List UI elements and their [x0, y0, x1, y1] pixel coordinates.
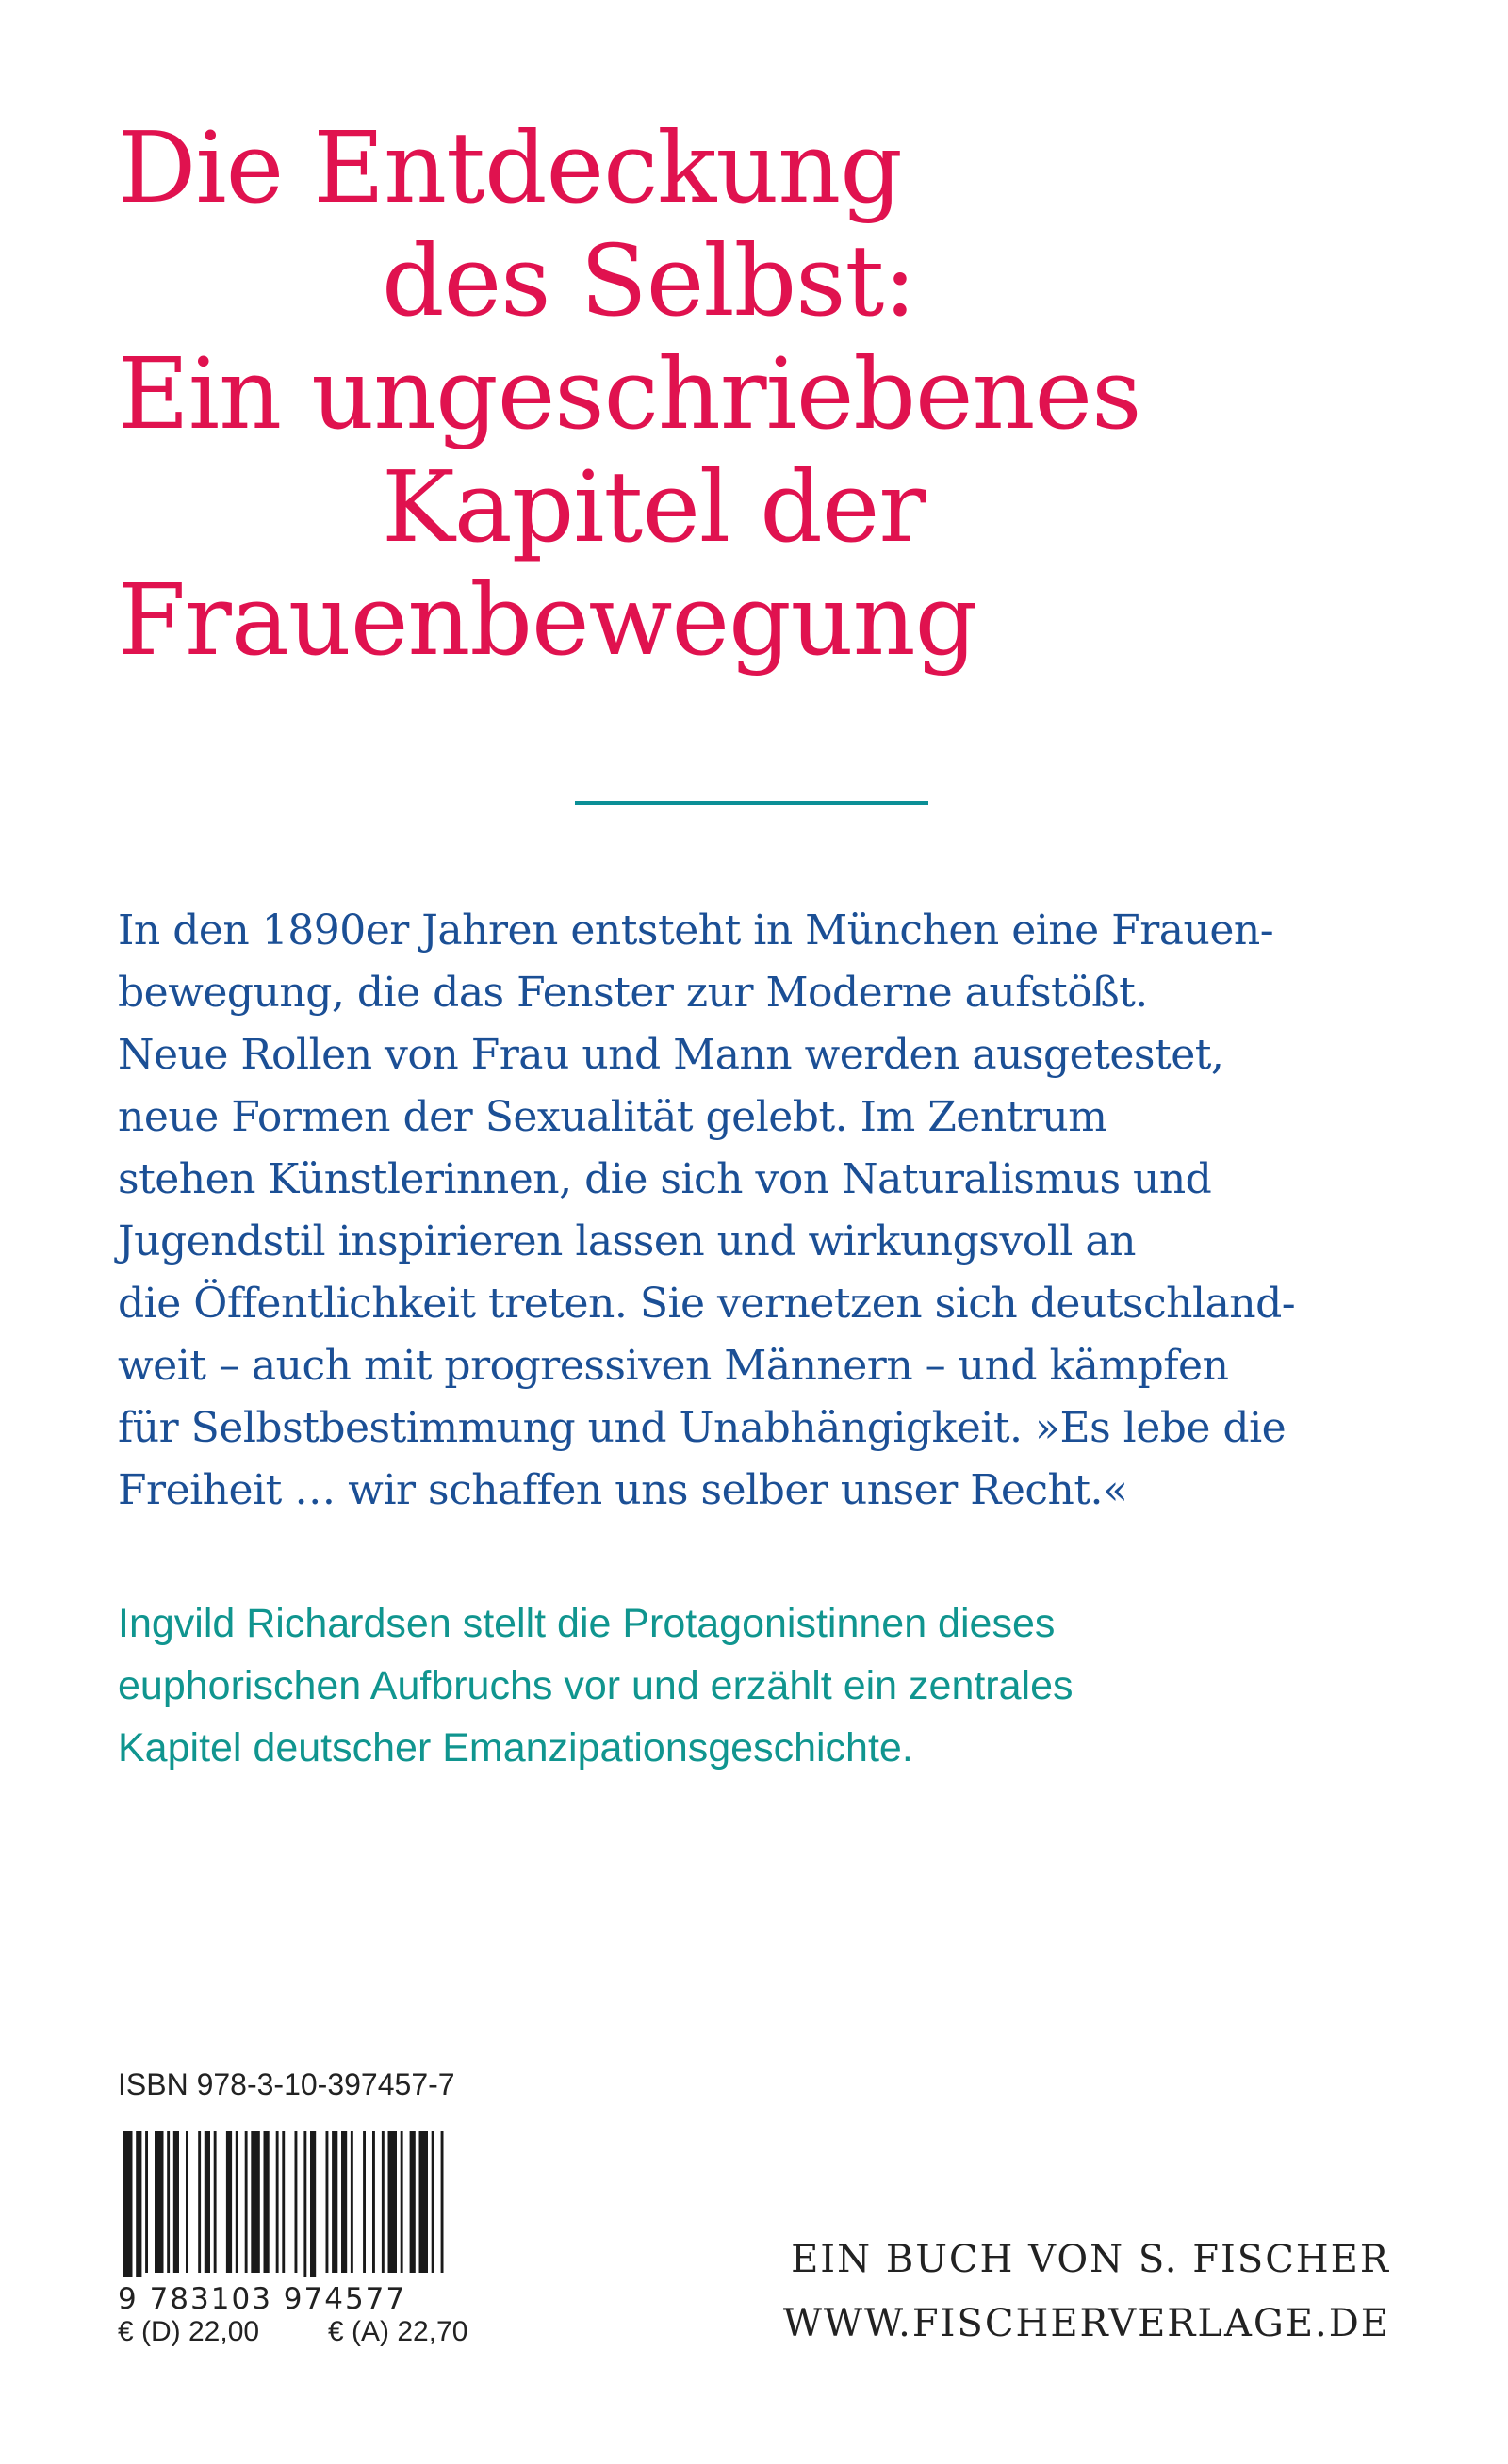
barcode-bar: [145, 2131, 148, 2273]
author-line: euphorischen Aufbruchs vor und erzählt ein zentrales: [118, 1663, 1074, 1708]
barcode-bar: [173, 2131, 179, 2273]
headline-line: Ein ungeschriebenes: [118, 336, 1141, 451]
barcode-bar: [251, 2131, 260, 2273]
barcode-bar: [351, 2131, 353, 2273]
price-germany: € (D) 22,00: [118, 2316, 260, 2347]
isbn-label: ISBN 978-3-10-397457-7: [118, 2067, 455, 2101]
barcode-bar: [205, 2131, 210, 2273]
barcode-bar: [186, 2131, 188, 2273]
blurb-line: die Öffentlichkeit treten. Sie vernetzen sich deutschland-: [118, 1280, 1296, 1328]
publisher-line: EIN BUCH VON S. FISCHER: [791, 2238, 1390, 2281]
barcode-digits: 9 783103 974577: [118, 2282, 407, 2316]
barcode-bar: [441, 2131, 444, 2273]
barcode-bar: [282, 2131, 285, 2273]
price-austria: € (A) 22,70: [328, 2316, 468, 2347]
blurb-line: für Selbstbestimmung und Unabhängigkeit. »Es lebe die: [118, 1404, 1287, 1452]
barcode-bar: [198, 2131, 201, 2273]
barcode-bar: [326, 2131, 329, 2273]
blurb-line: stehen Künstlerinnen, die sich von Naturalismus und: [118, 1155, 1212, 1203]
barcode-bar: [363, 2131, 366, 2273]
author-line: Kapitel deutscher Emanzipationsgeschichte.: [118, 1725, 913, 1770]
barcode-bar: [226, 2131, 232, 2273]
blurb-line: Neue Rollen von Frau und Mann werden ausgetestet,: [118, 1031, 1224, 1079]
barcode-bar: [341, 2131, 347, 2273]
barcode-bar: [310, 2131, 316, 2277]
barcode-bars: [118, 2131, 448, 2277]
barcode-bar: [136, 2131, 141, 2277]
blurb-paragraph: [118, 900, 1418, 1522]
headline-line: Frauenbewegung: [118, 563, 977, 677]
barcode-bar: [264, 2131, 270, 2273]
barcode-bar: [410, 2131, 416, 2273]
barcode-bar: [419, 2131, 429, 2273]
barcode-bar: [155, 2131, 164, 2273]
barcode-bar: [432, 2131, 434, 2273]
blurb-line: bewegung, die das Fenster zur Moderne aufstößt.: [118, 969, 1148, 1017]
barcode: [118, 2131, 448, 2316]
headline-line: des Selbst:: [382, 223, 916, 338]
headline: [118, 111, 1437, 677]
barcode-bar: [401, 2131, 403, 2273]
barcode-bar: [372, 2131, 375, 2273]
blurb-line: Freiheit … wir schaffen uns selber unser Recht.«: [118, 1466, 1128, 1514]
barcode-bar: [245, 2131, 248, 2273]
barcode-bar: [214, 2131, 217, 2273]
author-line: Ingvild Richardsen stellt die Protagonistinnen dieses: [118, 1601, 1056, 1646]
barcode-bar: [382, 2131, 385, 2273]
barcode-bar: [295, 2131, 298, 2273]
blurb-line: neue Formen der Sexualität gelebt. Im Zentrum: [118, 1093, 1107, 1141]
blurb-line: weit – auch mit progressiven Männern – und kämpfen: [118, 1342, 1229, 1390]
barcode-bar: [167, 2131, 170, 2273]
author-paragraph: [118, 1592, 1437, 1779]
barcode-bar: [388, 2131, 398, 2273]
barcode-bar: [332, 2131, 337, 2273]
barcode-bar: [123, 2131, 133, 2277]
publisher-url: WWW.FISCHERVERLAGE.DE: [782, 2302, 1390, 2345]
barcode-bar: [236, 2131, 238, 2273]
barcode-bar: [276, 2131, 279, 2273]
headline-line: Kapitel der: [382, 449, 926, 564]
blurb-line: Jugendstil inspirieren lassen und wirkungsvoll an: [118, 1217, 1136, 1265]
headline-line: Die Entdeckung: [118, 110, 902, 225]
divider-rule: [575, 801, 928, 805]
blurb-line: In den 1890er Jahren entsteht in München eine Frauen-: [118, 906, 1274, 955]
barcode-bar: [303, 2131, 306, 2277]
